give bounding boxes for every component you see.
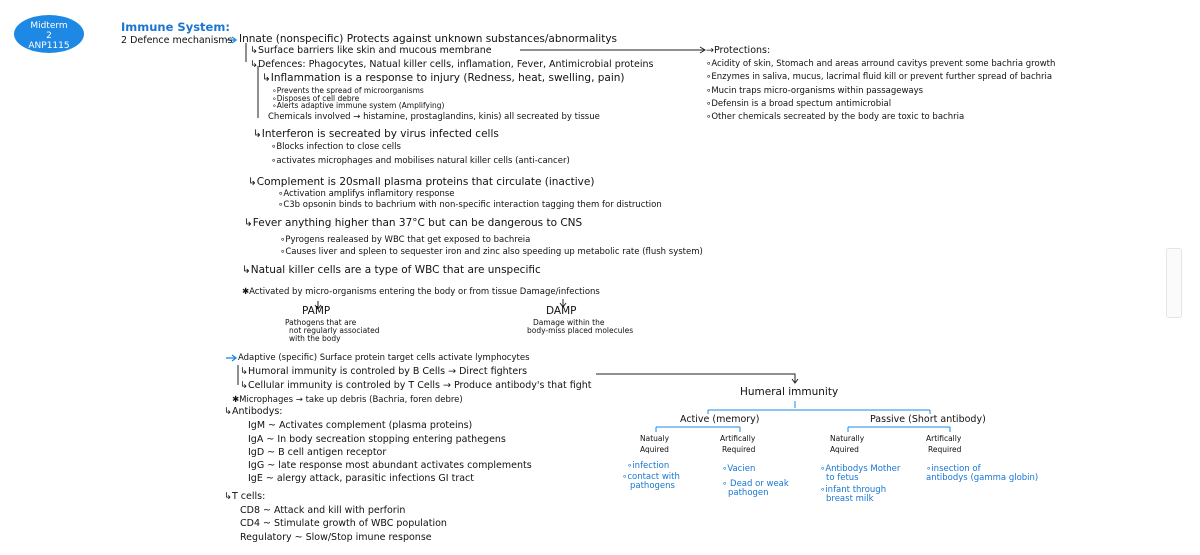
naturally-acquired-1b: Aquired — [640, 445, 669, 454]
humoral-line: ↳Humoral immunity is controled by B Cells → Direct fighters — [240, 366, 528, 377]
active-natural-item: ∘contact with — [622, 472, 680, 482]
chemicals-line: Chemicals involved → histamine, prostaglandins, kinis) all secreated by tissue — [268, 112, 600, 122]
tcells-title: ↳T cells: — [224, 491, 266, 502]
page-title: Immune System: — [121, 20, 230, 34]
interferon-line: ↳Interferon is secreated by virus infected cells — [253, 128, 499, 140]
active-artificial-item: pathogen — [728, 488, 769, 498]
complement-line: ↳Complement is 20small plasma proteins that circulate (inactive) — [248, 176, 595, 188]
fever-bullet-1: ∘Pyrogens realeased by WBC that get exposed to bachreia — [280, 235, 531, 245]
badge-line2: 2 — [46, 31, 52, 41]
antibody-item: IgA ~ In body secreation stopping entering pathegens — [248, 434, 506, 445]
passive-natural-item: to fetus — [826, 473, 859, 483]
antibody-item: IgG ~ late response most abundant activates complements — [248, 460, 532, 471]
protection-item: ∘Other chemicals secreated by the body are toxic to bachria — [706, 112, 965, 122]
artificially-required-1b: Required — [722, 445, 756, 454]
innate-heading: Innate (nonspecific) Protects against unknown substances/abnormalitys — [239, 33, 618, 45]
active-artificial-item: ∘ Dead or weak — [722, 479, 789, 489]
fever-bullet-2: ∘Causes liver and spleen to sequester iron and zinc also speeding up metabolic rate (flush system) — [280, 247, 703, 257]
active-natural-item: pathogens — [630, 481, 675, 491]
humeral-title: Humeral immunity — [740, 386, 839, 398]
pamp-label: PAMP — [302, 305, 331, 317]
microphages-line: ✱Microphages → take up debris (Bachria, foren debre) — [232, 395, 463, 405]
passive-natural-item: ∘infant through — [820, 485, 887, 495]
damp-label: DAMP — [546, 305, 577, 317]
protections-title: →Protections: — [706, 45, 771, 56]
inflammation-bullet-2: ∘Disposes of cell debre — [272, 94, 360, 103]
antibody-item: IgE ~ alergy attack, parasitic infections GI tract — [248, 473, 475, 484]
interferon-bullet-2: ∘activates microphages and mobilises natural killer cells (anti-cancer) — [271, 156, 570, 166]
inflammation-line: ↳Inflammation is a response to injury (Redness, heat, swelling, pain) — [262, 72, 625, 84]
active-natural-item: ∘infection — [627, 461, 670, 471]
protection-item: ∘Enzymes in saliva, mucus, lacrimal fluid kill or prevent further spread of bachria — [706, 72, 1053, 82]
antibodies-title: ↳Antibodys: — [224, 406, 283, 417]
pamp-desc-3: with the body — [289, 334, 341, 343]
adaptive-heading: Adaptive (specific) Surface protein target cells activate lymphocytes — [238, 353, 530, 363]
naturally-acquired-2b: Aquired — [830, 445, 859, 454]
complement-bullet-2: ∘C3b opsonin binds to bachrium with non-specific interaction tagging them for distruction — [278, 200, 662, 210]
antibody-item: IgD ~ B cell antigen receptor — [248, 447, 387, 458]
passive-natural-item: ∘Antibodys Mother — [820, 464, 901, 474]
active-memory: Active (memory) — [680, 414, 760, 425]
artificially-required-2a: Artifically — [926, 434, 962, 443]
cellular-line: ↳Cellular immunity is controled by T Cells → Produce antibody's that fight — [240, 380, 592, 391]
artificially-required-2b: Required — [928, 445, 962, 454]
passive-artificial-item: ∘insection of — [926, 464, 981, 474]
fever-line: ↳Fever anything higher than 37°C but can be dangerous to CNS — [244, 217, 583, 229]
tcell-item: CD8 ~ Attack and kill with perforin — [240, 505, 406, 516]
tcell-item: Regulatory ~ Slow/Stop imune response — [240, 532, 432, 543]
natural-killer-line: ↳Natual killer cells are a type of WBC that are unspecific — [242, 264, 541, 276]
defences-line: ↳Defences: Phagocytes, Natual killer cells, inflamation, Fever, Antimicrobial proteins — [250, 59, 654, 70]
passive-short: Passive (Short antibody) — [870, 414, 986, 425]
pamp-desc-2: not regularly associated — [289, 326, 380, 335]
inflammation-bullet-3: ∘Alerts adaptive immune system (Amplifying) — [272, 101, 445, 110]
inflammation-bullet-1: ∘Prevents the spread of microorganisms — [272, 86, 424, 95]
surface-barriers: ↳Surface barriers like skin and mucous membrane — [250, 45, 492, 56]
protection-item: ∘Mucin traps micro-organisms within passageways — [706, 86, 924, 96]
scrollbar[interactable] — [1166, 248, 1182, 318]
passive-artificial-item: antibodys (gamma globin) — [926, 473, 1039, 483]
complement-bullet-1: ∘Activation amplifys inflamitory response — [278, 189, 455, 199]
badge-line3: ANP1115 — [28, 41, 70, 51]
antibody-item: IgM ~ Activates complement (plasma proteins) — [248, 420, 473, 431]
interferon-bullet-1: ∘Blocks infection to close cells — [271, 142, 401, 152]
tcell-item: CD4 ~ Stimulate growth of WBC population — [240, 518, 447, 529]
pamp-desc-1: Pathogens that are — [285, 318, 357, 327]
protection-item: ∘Acidity of skin, Stomach and areas arround cavitys prevent some bachria growth — [706, 59, 1056, 69]
naturally-acquired-1a: Natualy — [640, 434, 670, 443]
artificially-required-1a: Artifically — [720, 434, 756, 443]
passive-natural-item: breast milk — [826, 494, 874, 504]
damp-desc-1: Damage within the — [533, 318, 605, 327]
activated-line: ✱Activated by micro-organisms entering the body or from tissue Damage/infections — [242, 287, 600, 297]
protection-item: ∘Defensin is a broad spectum antimicrobial — [706, 99, 892, 109]
defence-mechanisms-label: 2 Defence mechanisms — [121, 35, 233, 46]
active-artificial-item: ∘Vacien — [722, 464, 756, 474]
badge-line1: Midterm — [30, 21, 68, 31]
naturally-acquired-2a: Naturally — [830, 434, 865, 443]
damp-desc-2: body-miss placed molecules — [527, 326, 634, 335]
